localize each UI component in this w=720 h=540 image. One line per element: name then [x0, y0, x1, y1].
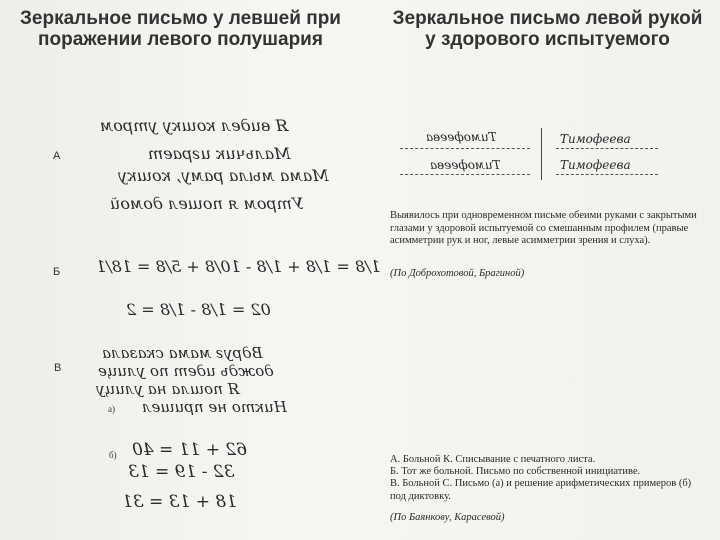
source-bayankov: (По Баянкову, Карасевой) [390, 512, 505, 523]
b-equation-line-2: 02 = 1/8 - 1/8 = 2 [126, 300, 271, 319]
mirror-signature-2: Тимофеева [430, 158, 501, 172]
v-handwriting-line-3: Я пошла на улицу [96, 380, 240, 398]
experiment-description: Выявилось при одновременном письме обеими руками с закрытыми глазами у здоровой испытуемой со смешанным профилем (правые асимметрии рук и ног, левые асимметрии зрения и слуха). [390, 210, 697, 247]
sig-line-top-right [556, 148, 658, 149]
sig-line-bottom-left [400, 174, 530, 175]
signature-divider [541, 128, 542, 180]
label-v: В [54, 362, 62, 374]
sig-line-top-left [400, 148, 530, 149]
a-handwriting-line-1: Я видел кошку утром [100, 116, 289, 135]
caption-a: А. Больной К. Списывание с печатного листа. [390, 454, 596, 465]
right-heading: Зеркальное письмо левой рукой у здорового испытуемого [392, 8, 703, 50]
caption-b: Б. Тот же больной. Письмо по собственной инициативе. [390, 466, 641, 477]
b-equation-line-1: 1/8 = 1/8 + 1/8 - 10/8 + 5/8 = 18/1 [96, 257, 381, 276]
a-handwriting-line-3: Мама мыла раму, кошку [118, 166, 329, 185]
caption-v: В. Больной С. Письмо (а) и решение арифметических примеров (б) под диктовку. [390, 478, 692, 502]
sig-line-bottom-right [556, 174, 658, 175]
label-a: А [53, 150, 61, 162]
arith-line-3: 18 + 13 = 31 [122, 492, 237, 512]
normal-signature-2: Тимофеева [560, 158, 631, 172]
a-handwriting-line-2: Мальчик играет [148, 144, 291, 163]
label-b-small: б) [109, 450, 117, 460]
v-handwriting-line-1: Вдруг мама сказала [102, 344, 263, 362]
label-a-small: а) [108, 404, 115, 414]
label-b: Б [53, 266, 61, 278]
v-handwriting-line-2: дождь идет по улице [98, 362, 274, 380]
a-handwriting-line-4: Утром я пошел домой [110, 194, 304, 213]
arith-line-2: 32 - 19 = 13 [128, 462, 235, 482]
arith-line-1: 62 + 11 = 40 [132, 440, 247, 460]
normal-signature-1: Тимофеева [560, 132, 631, 146]
v-handwriting-line-4: Никто не пришел [142, 398, 287, 416]
left-heading: Зеркальное письмо у левшей при поражении левого полушария [20, 8, 341, 50]
mirror-signature-1: Тимофеева [426, 130, 497, 144]
source-dobrokhotova: (По Доброхотовой, Брагиной) [390, 268, 525, 279]
